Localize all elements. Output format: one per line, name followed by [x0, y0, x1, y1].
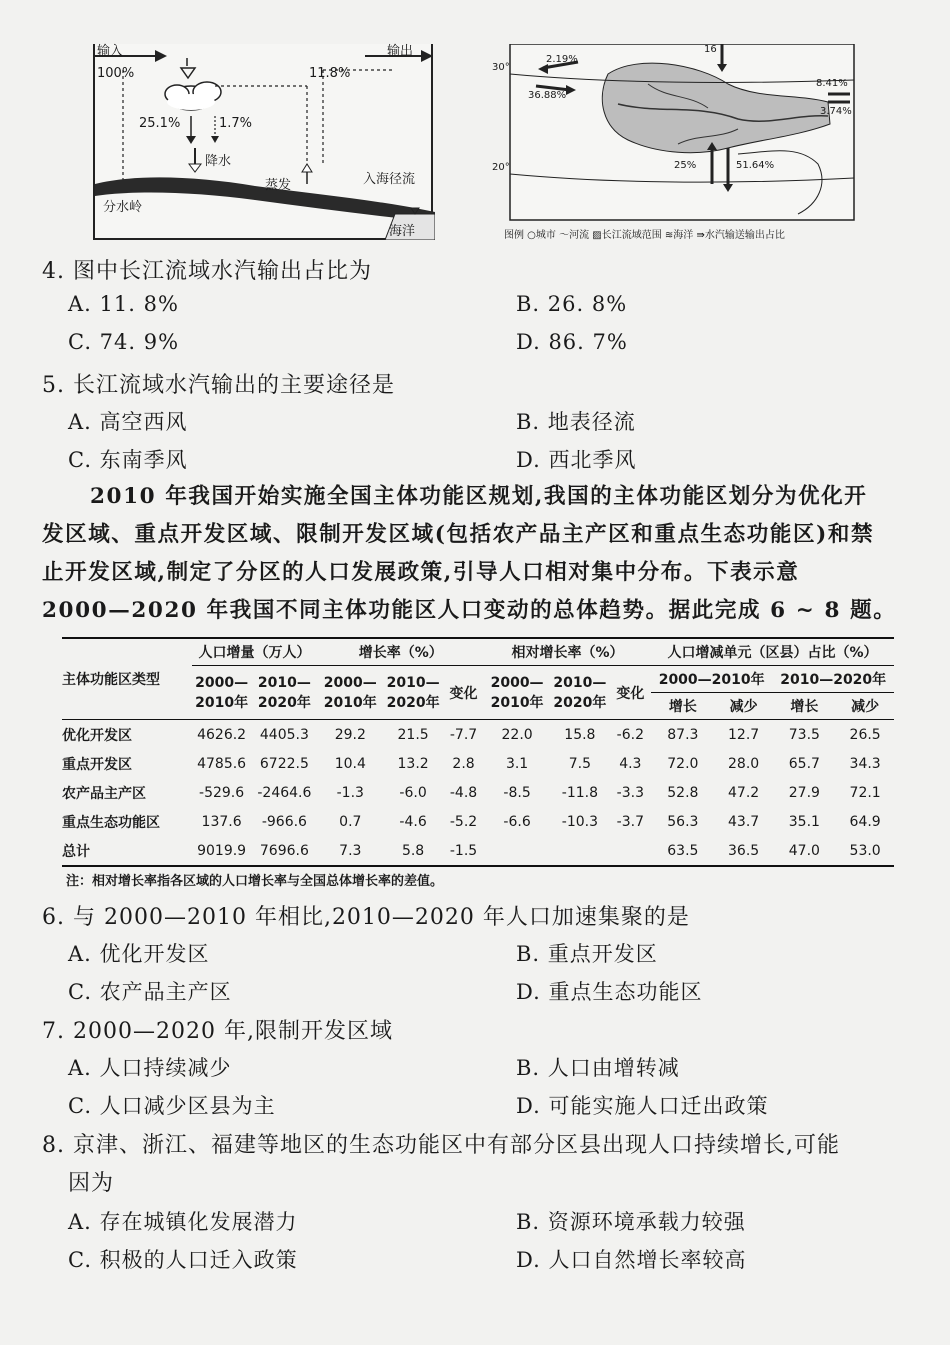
table-cell: -1.3 [336, 784, 364, 801]
th-unit-p1: 2000—2010年 [651, 666, 772, 693]
table-cell: 35.1 [788, 813, 820, 830]
table-cell: 7.3 [339, 842, 362, 859]
table-cell: -11.8 [561, 784, 598, 801]
table-cell: 15.8 [564, 726, 596, 743]
table-cell: 7696.6 [259, 842, 309, 859]
table-cell: 43.7 [728, 813, 760, 830]
table-cell: -8.5 [503, 784, 531, 801]
q8-option-a[interactable]: A. 存在城镇化发展潜力 [68, 1210, 298, 1234]
row-header: 重点生态功能区 [62, 814, 160, 831]
precip-label: 降水 [205, 154, 232, 169]
table-cell: -4.6 [399, 813, 427, 830]
yangtze-map [492, 44, 856, 241]
map-value-5: 3.74% [820, 106, 852, 117]
th-drop-1: 减少 [715, 693, 773, 720]
table-cell: 3.1 [505, 755, 529, 772]
table-cell: 7.5 [568, 755, 592, 772]
map-value-7: 51.64% [736, 160, 775, 171]
q7-option-c[interactable]: C. 人口减少区县为主 [68, 1094, 276, 1118]
table-cell: 10.4 [334, 755, 366, 772]
th-unit: 人口增减单元（区县）占比（%） [651, 638, 894, 666]
q6-option-c[interactable]: C. 农产品主产区 [68, 980, 232, 1004]
output-percent: 11.8% [309, 66, 351, 81]
evap-label: 蒸发 [265, 178, 292, 193]
th-drop-2: 减少 [836, 693, 894, 720]
th-rate-change: 变化 [443, 666, 484, 720]
value-a: 25.1% [139, 116, 181, 131]
table-cell: 26.5 [849, 726, 881, 743]
table-cell: 29.2 [334, 726, 366, 743]
q8-option-c[interactable]: C. 积极的人口迁入政策 [68, 1248, 298, 1272]
table-row [62, 807, 894, 836]
th-rate-p2: 2010—2020年 [383, 666, 443, 720]
lat-20-label: 20° [492, 162, 510, 173]
map-value-6: 25% [674, 160, 697, 171]
row-header: 优化开发区 [62, 727, 132, 744]
map-svg [498, 44, 856, 222]
th-type: 主体功能区类型 [62, 638, 192, 720]
table-cell: 72.1 [849, 784, 881, 801]
table-cell: 72.0 [667, 755, 699, 772]
table-cell: 56.3 [667, 813, 699, 830]
q8-stem-line-1: 8. 京津、浙江、福建等地区的生态功能区中有部分区县出现人口持续增长,可能 [42, 1133, 840, 1158]
table-cell [484, 836, 550, 866]
table-row [62, 778, 894, 807]
passage-line-4: 2000—2020 年我国不同主体功能区人口变动的总体趋势。据此完成 6 ~ 8 题。 [42, 598, 897, 623]
table-cell: 9019.9 [197, 842, 247, 859]
th-p1: 2000—2010年 [192, 666, 252, 720]
th-grow-1: 增长 [651, 693, 715, 720]
table-cell: -2464.6 [257, 784, 312, 801]
th-rate: 增长率（%） [317, 638, 484, 666]
lat-30-label: 30° [492, 62, 510, 73]
map-legend: 图例 ○城市 〜河流 ▨长江流域范围 ≋海洋 ⇛水汽输送输出占比 [504, 230, 785, 241]
th-rel-change: 变化 [610, 666, 651, 720]
q5-option-b[interactable]: B. 地表径流 [516, 410, 636, 434]
table-cell: 53.0 [849, 842, 881, 859]
passage-line-3: 止开发区域,制定了分区的人口发展政策,引导人口相对集中分布。下表示意 [42, 560, 800, 585]
table-cell: 64.9 [849, 813, 881, 830]
runoff-label: 入海径流 [363, 172, 416, 187]
table-cell: 4.3 [619, 755, 642, 772]
table-cell: 22.0 [501, 726, 533, 743]
table-cell: 63.5 [667, 842, 699, 859]
value-b: 1.7% [219, 116, 253, 131]
table-body [62, 720, 894, 867]
row-header: 总计 [62, 843, 90, 860]
table-cell: -1.5 [449, 842, 478, 859]
table-cell: -3.7 [616, 813, 644, 830]
table-cell: -6.6 [503, 813, 531, 830]
table-row [62, 836, 894, 866]
q6-option-d[interactable]: D. 重点生态功能区 [516, 980, 703, 1004]
table-cell: -6.2 [616, 726, 644, 743]
q7-option-b[interactable]: B. 人口由增转减 [516, 1056, 680, 1080]
table-cell: 52.8 [667, 784, 699, 801]
th-unit-p2: 2010—2020年 [772, 666, 894, 693]
table-cell: -6.0 [399, 784, 427, 801]
map-value-3: 16 [704, 44, 717, 55]
th-p2: 2010—2020年 [251, 666, 317, 720]
table-cell: 6722.5 [259, 755, 309, 772]
table-cell: 12.7 [728, 726, 760, 743]
table-cell: -7.7 [449, 726, 478, 743]
q4-option-d[interactable]: D. 86. 7% [516, 330, 628, 354]
q4-option-b[interactable]: B. 26. 8% [516, 292, 628, 316]
row-header: 重点开发区 [62, 756, 132, 773]
table-cell: -966.6 [261, 813, 307, 830]
row-header: 农产品主产区 [62, 785, 146, 802]
table-cell: 4626.2 [197, 726, 247, 743]
watershed-label: 分水岭 [103, 200, 143, 215]
table-row [62, 720, 894, 750]
table-cell: -5.2 [449, 813, 478, 830]
output-label: 输出 [387, 44, 414, 59]
passage-line-1: 2010 年我国开始实施全国主体功能区规划,我国的主体功能区划分为优化开 [90, 484, 868, 509]
table-cell: 34.3 [849, 755, 881, 772]
ocean-label: 海洋 [389, 224, 416, 239]
q5-option-a[interactable]: A. 高空西风 [68, 410, 188, 434]
th-grow-2: 增长 [772, 693, 836, 720]
table-cell: -4.8 [449, 784, 478, 801]
table-cell: 27.9 [788, 784, 820, 801]
table-cell: 73.5 [788, 726, 820, 743]
table-row [62, 749, 894, 778]
q6-option-a[interactable]: A. 优化开发区 [68, 942, 210, 966]
input-label: 输入 [97, 44, 124, 59]
map-value-4: 8.41% [816, 78, 848, 89]
th-rel-p1: 2000—2010年 [484, 666, 550, 720]
th-increase: 人口增量（万人） [192, 638, 318, 666]
q8-option-d[interactable]: D. 人口自然增长率较高 [516, 1248, 747, 1272]
table-cell: -529.6 [199, 784, 245, 801]
map-value-2: 36.88% [528, 90, 567, 101]
q4-option-c[interactable]: C. 74. 9% [68, 330, 180, 354]
table-cell: 4405.3 [259, 726, 309, 743]
passage-line-2: 发区域、重点开发区域、限制开发区域(包括农产品主产区和重点生态功能区)和禁 [42, 522, 875, 547]
table-cell: 87.3 [667, 726, 699, 743]
q6-option-b[interactable]: B. 重点开发区 [516, 942, 658, 966]
table-cell: 47.2 [728, 784, 760, 801]
table-cell: -10.3 [561, 813, 598, 830]
table-cell: 137.6 [201, 813, 242, 830]
water-cycle-svg [95, 44, 435, 240]
table-cell [550, 836, 610, 866]
map-value-1: 2.19% [546, 54, 578, 65]
table-cell: 21.5 [397, 726, 429, 743]
th-relative: 相对增长率（%） [484, 638, 651, 666]
population-table [62, 637, 894, 867]
q4-stem: 4. 图中长江流域水汽输出占比为 [42, 259, 372, 284]
table-cell: 36.5 [728, 842, 760, 859]
table-cell: 65.7 [788, 755, 820, 772]
input-percent: 100% [97, 66, 135, 81]
q5-option-c[interactable]: C. 东南季风 [68, 448, 188, 472]
table-cell: 13.2 [397, 755, 429, 772]
q8-option-b[interactable]: B. 资源环境承载力较强 [516, 1210, 746, 1234]
q7-option-a[interactable]: A. 人口持续减少 [68, 1056, 232, 1080]
table-cell: 47.0 [788, 842, 820, 859]
q7-option-d[interactable]: D. 可能实施人口迁出政策 [516, 1094, 769, 1118]
q5-stem: 5. 长江流域水汽输出的主要途径是 [42, 373, 395, 398]
q5-option-d[interactable]: D. 西北季风 [516, 448, 637, 472]
th-rel-p2: 2010—2020年 [550, 666, 610, 720]
q8-stem-line-2: 因为 [68, 1171, 115, 1196]
table-cell: 4785.6 [197, 755, 247, 772]
table-cell: 2.8 [452, 755, 475, 772]
th-rate-p1: 2000—2010年 [317, 666, 383, 720]
table-cell: 0.7 [339, 813, 362, 830]
table-cell: 28.0 [728, 755, 760, 772]
cloud-icon [165, 82, 221, 110]
table-cell: 5.8 [401, 842, 425, 859]
table-cell: -3.3 [616, 784, 644, 801]
q4-option-a[interactable]: A. 11. 8% [68, 292, 179, 316]
q6-stem: 6. 与 2000—2010 年相比,2010—2020 年人口加速集聚的是 [42, 905, 690, 930]
q7-stem: 7. 2000—2020 年,限制开发区域 [42, 1019, 393, 1044]
table-note: 注：相对增长率指各区域的人口增长率与全国总体增长率的差值。 [66, 874, 444, 889]
water-cycle-diagram [93, 44, 433, 240]
table-cell [610, 836, 651, 866]
